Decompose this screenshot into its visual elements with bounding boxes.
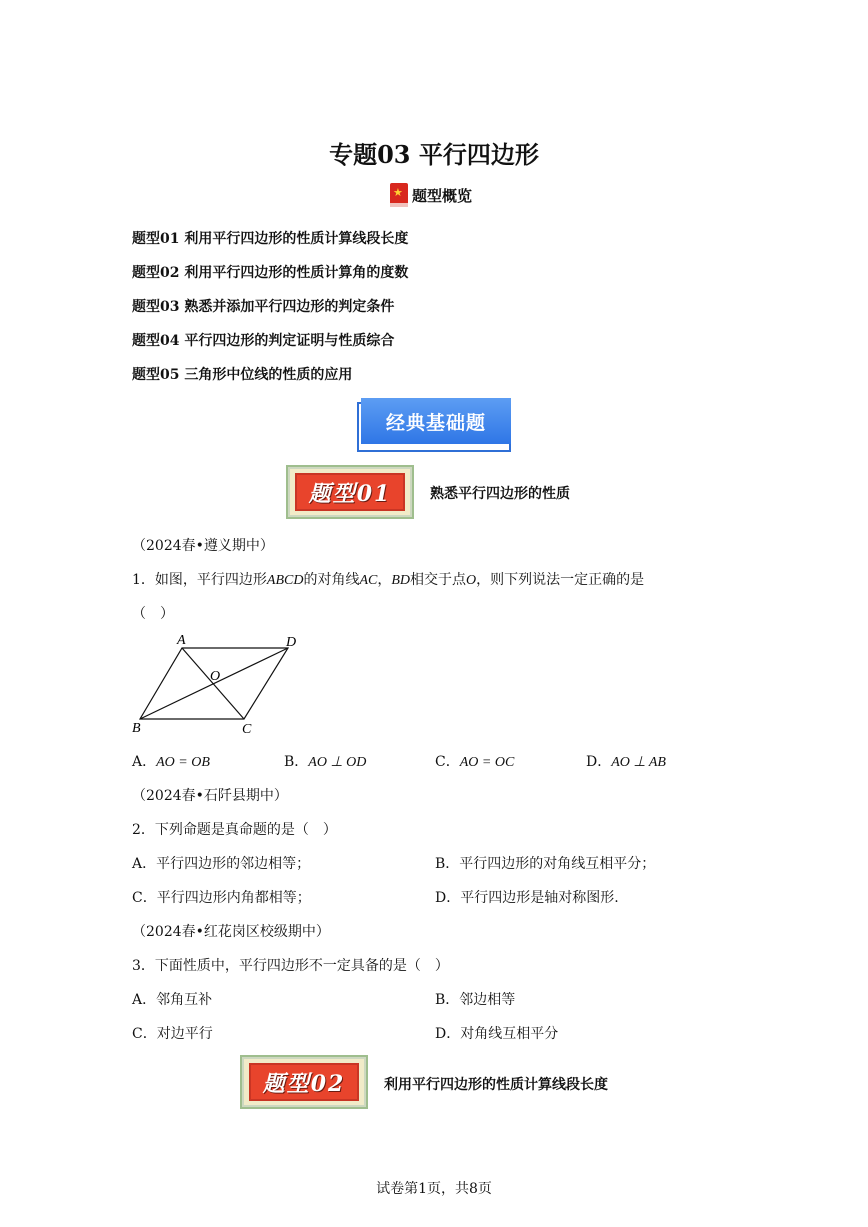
parallelogram-figure	[126, 628, 306, 740]
overview-item: 题型02 利用平行四边形的性质计算角的度数	[132, 265, 409, 281]
section-badge-01	[288, 467, 412, 517]
question-source: （2024春•红花岗区校级期中）	[132, 924, 330, 940]
overview-item: 题型03 熟悉并添加平行四边形的判定条件	[132, 299, 395, 315]
basic-questions-label: 经典基础题	[361, 398, 511, 444]
label-d: D	[286, 635, 297, 650]
option-d: D．对角线互相平分	[435, 1026, 559, 1042]
overview-item: 题型04 平行四边形的判定证明与性质综合	[132, 333, 395, 349]
option-b: B．平行四边形的对角线互相平分；	[435, 856, 656, 872]
section-badge-label: 题型01	[295, 473, 405, 511]
option-a: A．AO = OB	[132, 754, 210, 770]
label-b: B	[132, 721, 141, 736]
label-o: O	[210, 669, 221, 684]
option-c: C．对边平行	[132, 1026, 213, 1042]
overview-header	[390, 182, 472, 208]
question-stem: 1．如图，平行四边形ABCD的对角线AC，BD相交于点O，则下列说法一定正确的是	[132, 572, 645, 588]
section-badge-label: 题型02	[249, 1063, 359, 1101]
question-stem: 3．下面性质中，平行四边形不一定具备的是（ ）	[132, 958, 449, 974]
section-title: 熟悉平行四边形的性质	[430, 486, 570, 502]
page-footer: 试卷第1页，共8页	[376, 1181, 492, 1197]
answer-blank: （ ）	[132, 606, 174, 622]
option-c: C．AO = OC	[435, 754, 515, 770]
question-stem: 2．下列命题是真命题的是（ ）	[132, 822, 337, 838]
option-a: A．平行四边形的邻边相等；	[132, 856, 311, 872]
option-b: B．AO ⊥ OD	[284, 754, 367, 770]
option-a: A．邻角互补	[132, 992, 213, 1008]
section-title: 利用平行四边形的性质计算线段长度	[384, 1077, 608, 1093]
book-icon	[390, 183, 408, 207]
option-d: D．AO ⊥ AB	[586, 754, 666, 770]
option-d: D．平行四边形是轴对称图形.	[435, 890, 619, 906]
page-title: 专题03 平行四边形	[329, 140, 539, 169]
question-source: （2024春•遵义期中）	[132, 538, 274, 554]
overview-label: 题型概览	[412, 186, 473, 205]
basic-questions-badge	[357, 398, 513, 452]
question-source: （2024春•石阡县期中）	[132, 788, 288, 804]
option-c: C．平行四边形内角都相等；	[132, 890, 311, 906]
option-b: B．邻边相等	[435, 992, 516, 1008]
overview-item: 题型05 三角形中位线的性质的应用	[132, 367, 353, 383]
overview-item: 题型01 利用平行四边形的性质计算线段长度	[132, 231, 409, 247]
section-badge-02	[242, 1057, 366, 1107]
label-c: C	[242, 722, 252, 737]
label-a: A	[177, 633, 186, 648]
